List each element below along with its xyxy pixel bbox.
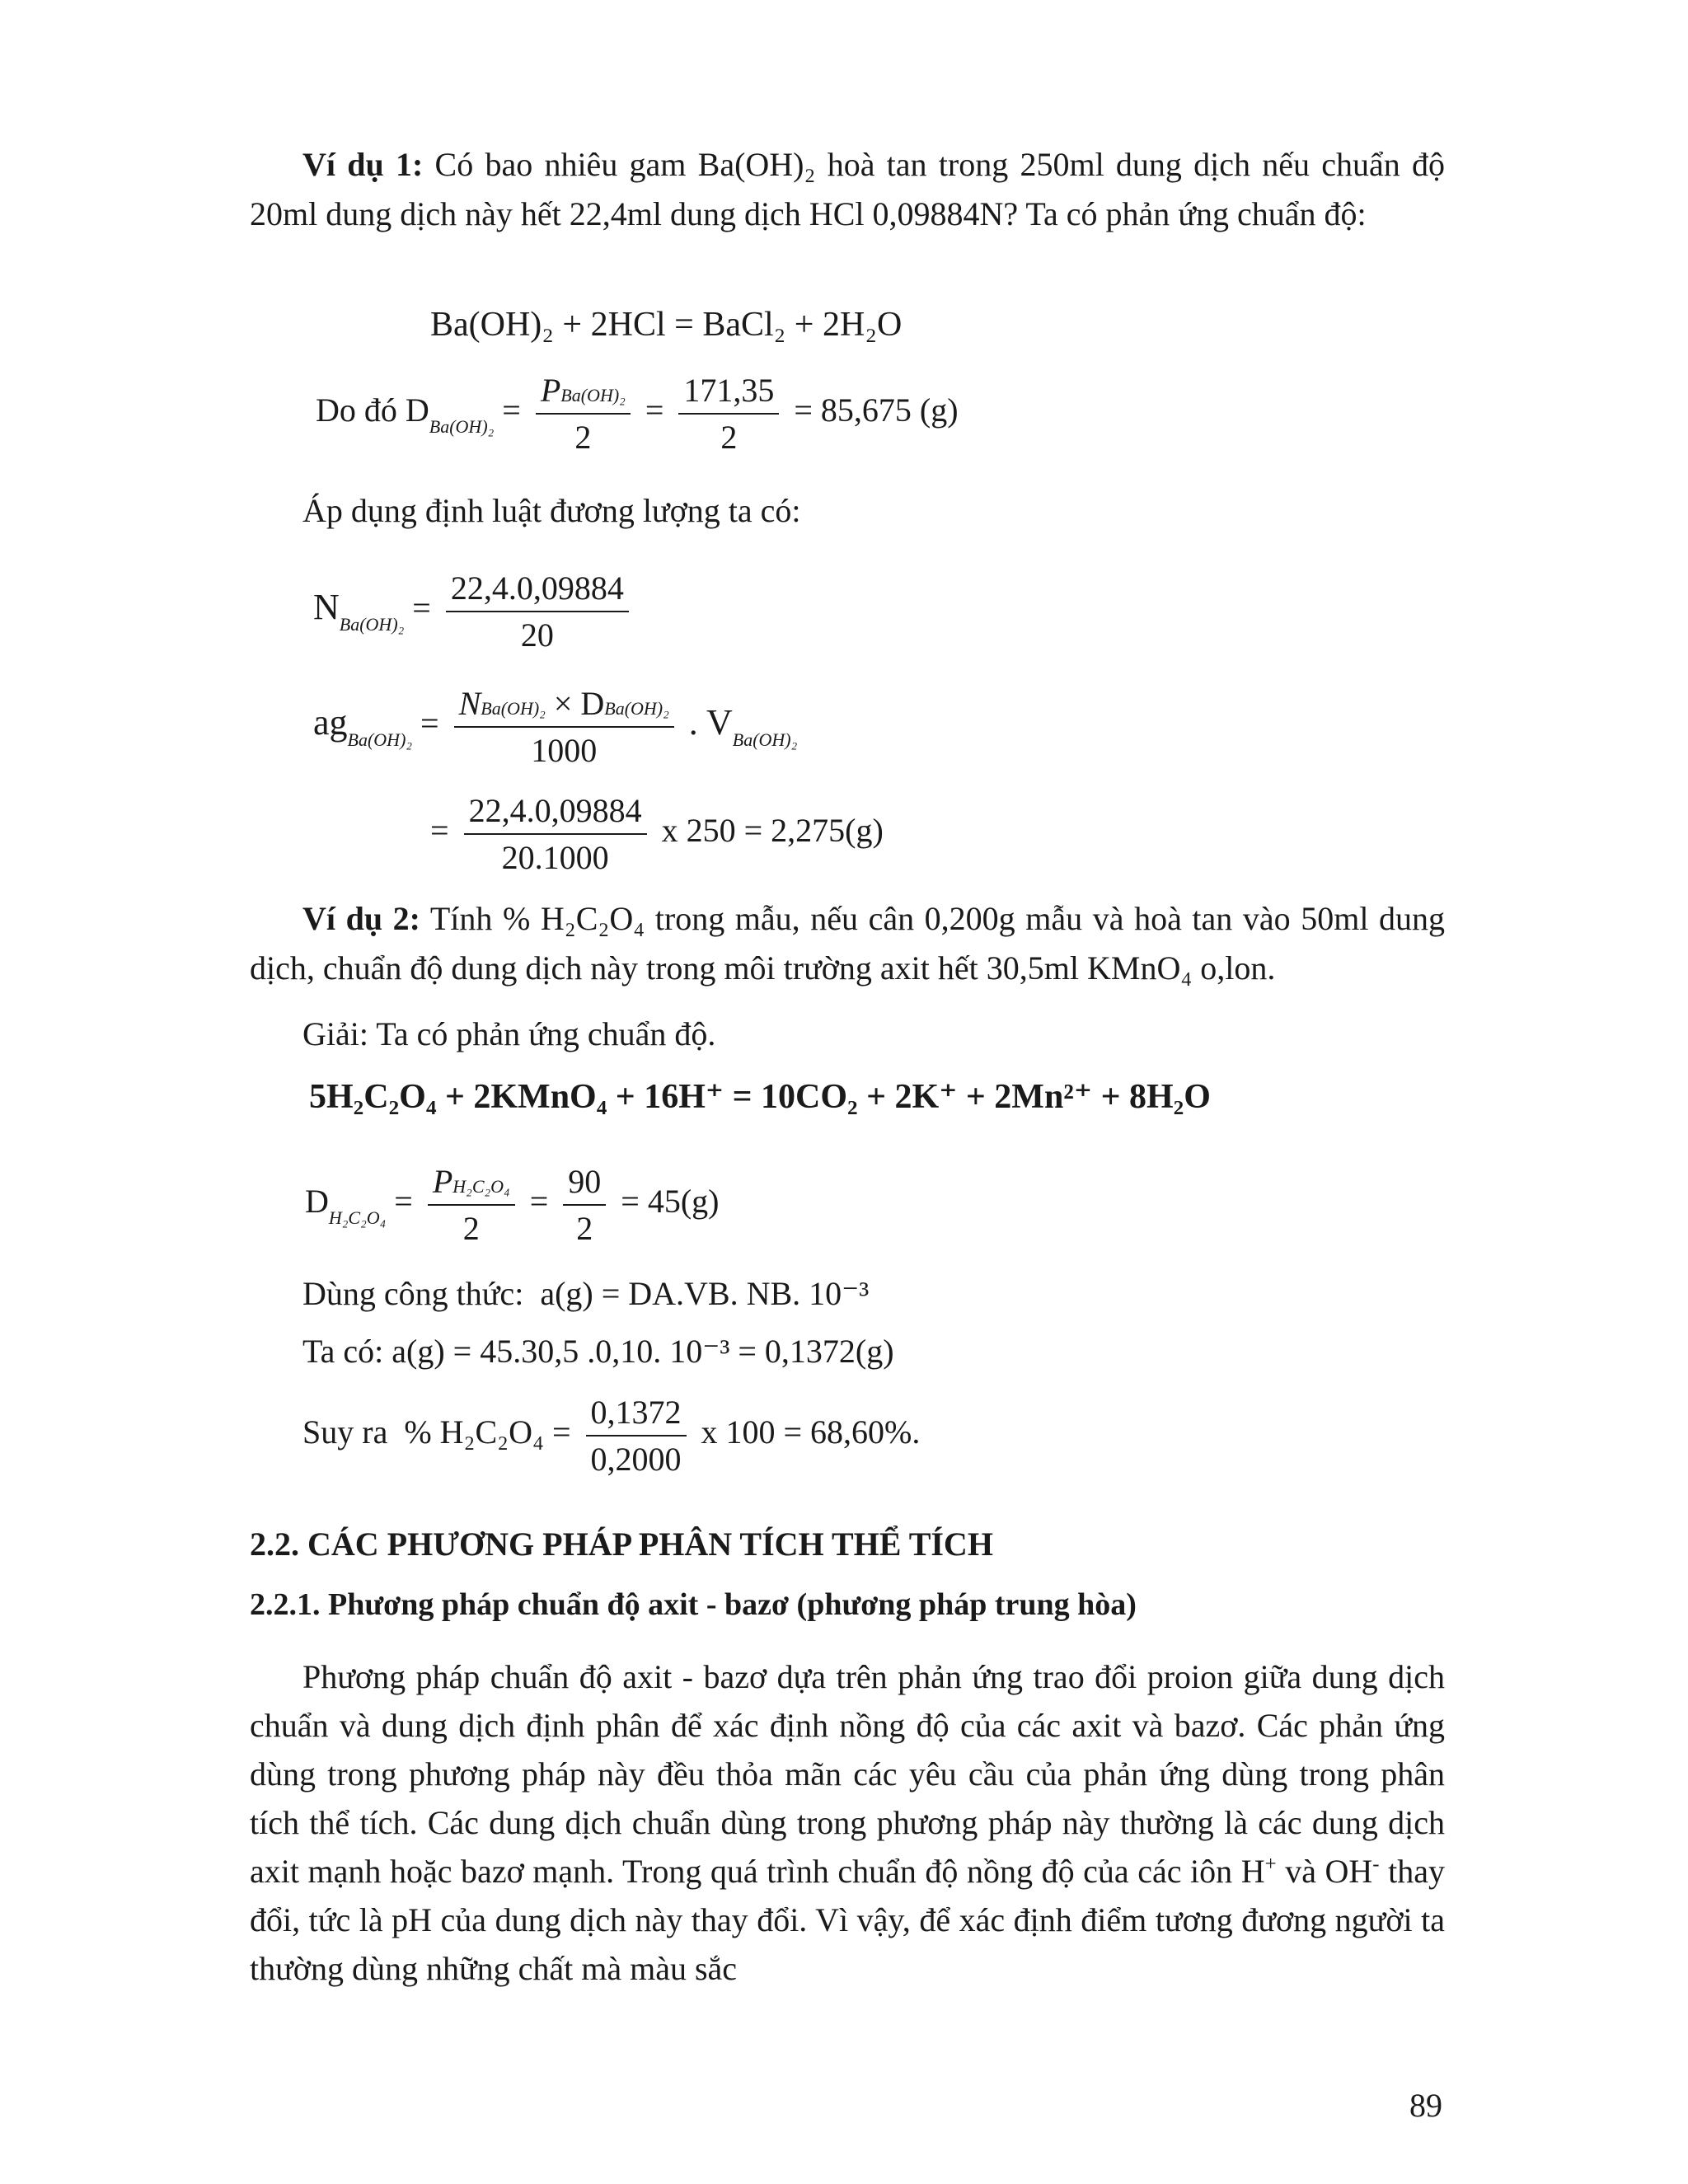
fraction-171-over-2: $\frac{171,35}{2}$ (678, 371, 779, 457)
reaction-2: 5H₂C₂O₄ + 2KMnO₄ + 16H⁺ = 10CO₂ + 2K⁺ + 2Mn²⁺ + 8H₂O (309, 1078, 1211, 1116)
example-1-paragraph (250, 140, 1445, 239)
example-2-paragraph (250, 894, 1445, 993)
formula-line: Dùng công thức: a(g) = DA.VB. NB. 10⁻³ (302, 1275, 870, 1312)
subsection-heading: 2.2.1. Phương pháp chuẩn độ axit - bazơ (phương pháp trung hòa) (250, 1587, 1137, 1622)
oxalic-equivalent-equation: $D_{H_2C_2O_4}$ = $\frac{\text{PH₂C₂O₄}}{2}$ = $\frac{90}{2}$ = 45(g) (305, 1163, 720, 1247)
fraction-final: $\frac{22,4.0,09884}{20.1000}$ (464, 791, 647, 877)
reaction-1: Ba(OH)₂ + 2HCl = BaCl₂ + 2H₂O (430, 306, 903, 344)
fraction-n-times-d: $\frac{\text{NBa(OH)₂ × DBa(OH)₂}}{1000}$ (454, 684, 674, 770)
example-1-text: Có bao nhiêu gam Ba(OH)₂ hoà tan trong 250ml dung dịch nếu chuẩn độ 20ml dung dịch này hết 22,4ml dung dịch HCl 0,09884N? Ta có phản ứng chuẩn độ: (250, 146, 1446, 232)
calc-line: Ta có: a(g) = 45.30,5 .0,10. 10⁻³ = 0,1372(g) (302, 1333, 894, 1370)
example-2-text: Tính % H₂C₂O₄ trong mẫu, nếu cân 0,200g mẫu và hoà tan vào 50ml dung dịch, chuẩn độ dung dịch này trong môi trường axit hết 30,5ml KMnO₄ o,lon. (250, 900, 1446, 987)
fraction-p-over-2: $\frac{\text{PBa(OH)₂}}{2}$ (536, 371, 631, 457)
equivalent-weight-equation: Do đó $D_{Ba(OH)_2}$ = $\frac{\text{PBa(OH)₂}}{2}$ = $\frac{171,35}{2}$ = 85,675 (g) (316, 372, 959, 456)
mass-result-equation: = $\frac{22,4.0,09884}{20.1000}$ x 250 = 2,275(g) (430, 792, 884, 876)
example-2-label: Ví dụ 2: (302, 900, 420, 937)
apply-law-line: Áp dụng định luật đương lượng ta có: (302, 492, 801, 529)
mass-equation: $ag_{Ba(OH)_2}$ = $\frac{\text{NBa(OH)₂ × DBa(OH)₂}}{1000}$ . $V_{Ba(OH)_2}$ (313, 685, 798, 769)
normality-equation: $N_{Ba(OH)_2}$ = $\frac{22,4.0,09884}{20}$ (313, 569, 635, 654)
example-1-label: Ví dụ 1: (302, 146, 424, 183)
fraction-normality: $\frac{22,4.0,09884}{20}$ (446, 569, 629, 654)
percent-equation: Suy ra % H₂C₂O₄ = $\frac{0,1372}{0,2000}$ x 100 = 68,60%. (302, 1394, 921, 1478)
page-number: 89 (1409, 2087, 1442, 2124)
section-body-paragraph: Phương pháp chuẩn độ axit - bazơ dựa trên phản ứng trao đổi proion giữa dung dịch chuẩn và dung dịch định phân để xác định nồng độ của các axit và bazơ. Các phản ứng dùng trong phương pháp này đều thỏa mãn các yêu cầu của phản ứng dùng trong phân tích thể tích. Các dung dịch chuẩn dùng trong phương pháp này thường là các dung dịch axit mạnh hoặc bazơ mạnh. Trong quá trình chuẩn độ nồng độ của các iôn H+ và OH- thay đổi, tức là pH của dung dịch này thay đổi. Vì vậy, để xác định điểm tương đương người ta thường dùng những chất mà màu sắc (250, 1658, 1445, 1987)
section-heading: 2.2. CÁC PHƯƠNG PHÁP PHÂN TÍCH THỂ TÍCH (250, 1526, 993, 1563)
fraction-90-over-2: $\frac{90}{2}$ (563, 1162, 606, 1248)
solution-line: Giải: Ta có phản ứng chuẩn độ. (302, 1015, 716, 1052)
fraction-percent: $\frac{0,1372}{0,2000}$ (586, 1393, 687, 1479)
fraction-p-h2c2o4: $\frac{\text{PH₂C₂O₄}}{2}$ (428, 1162, 515, 1248)
